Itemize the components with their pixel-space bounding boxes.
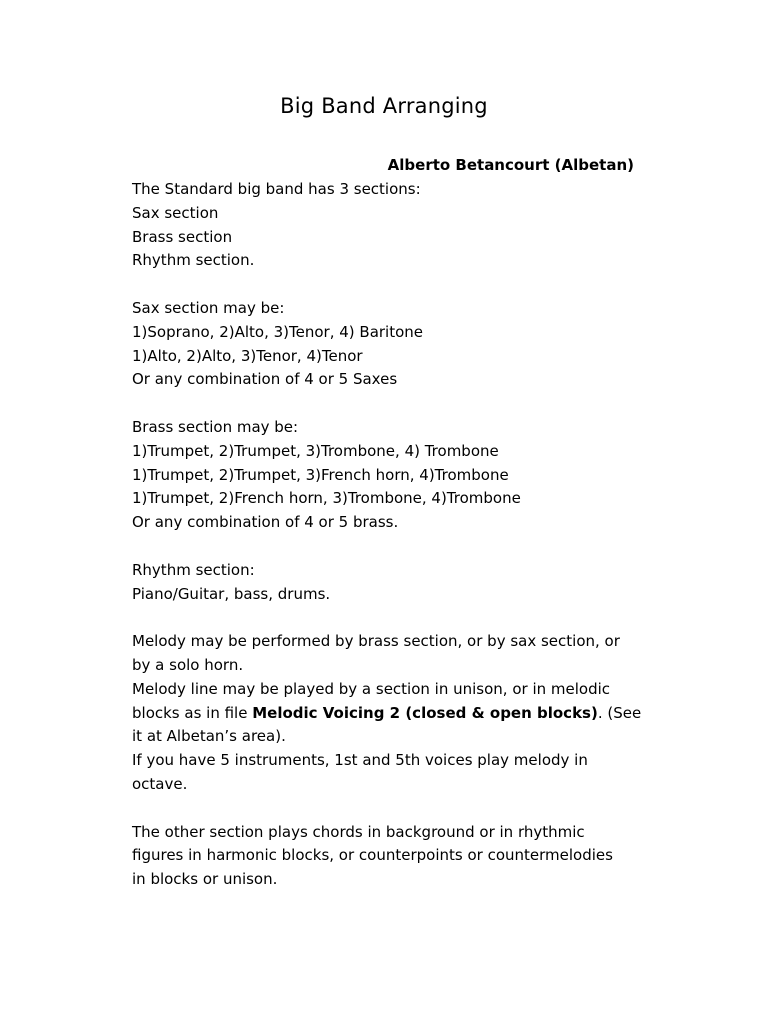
document-body xyxy=(132,178,652,892)
intro-item-sax: Sax section xyxy=(132,203,219,222)
sax-heading: Sax section may be: xyxy=(132,298,285,317)
paragraph-gap xyxy=(132,797,652,821)
paragraph-gap xyxy=(132,535,652,559)
file-reference: Melodic Voicing 2 (closed & open blocks) xyxy=(252,703,598,722)
melody-line: it at Albetan’s area). xyxy=(132,727,286,746)
intro-item-brass: Brass section xyxy=(132,227,233,246)
document-title: Big Band Arranging xyxy=(280,94,488,118)
brass-heading: Brass section may be: xyxy=(132,417,299,436)
melody-line: Melody may be performed by brass section, or by sax section, or xyxy=(132,632,620,651)
brass-line: 1)Trumpet, 2)French horn, 3)Trombone, 4)Trombone xyxy=(132,489,521,508)
brass-line: 1)Trumpet, 2)Trumpet, 3)Trombone, 4) Trombone xyxy=(132,441,499,460)
melody-text: . (See xyxy=(597,703,642,722)
melody-line: octave. xyxy=(132,774,188,793)
melody-line: If you have 5 instruments, 1st and 5th voices play melody in xyxy=(132,751,588,770)
melody-line: Melody line may be played by a section in unison, or in melodic xyxy=(132,679,611,698)
intro-heading: The Standard big band has 3 sections: xyxy=(132,180,421,198)
brass-line: 1)Trumpet, 2)Trumpet, 3)French horn, 4)Trombone xyxy=(132,465,509,484)
brass-line: Or any combination of 4 or 5 brass. xyxy=(132,513,399,532)
melody-line: by a solo horn. xyxy=(132,655,244,674)
melody-line-with-file-reference xyxy=(132,702,652,726)
rhythm-heading: Rhythm section: xyxy=(132,560,255,579)
other-section-line: in blocks or unison. xyxy=(132,870,278,889)
intro-item-rhythm: Rhythm section. xyxy=(132,251,255,270)
sax-line: 1)Soprano, 2)Alto, 3)Tenor, 4) Baritone xyxy=(132,322,424,341)
rhythm-line: Piano/Guitar, bass, drums. xyxy=(132,584,331,603)
paragraph-gap xyxy=(132,273,652,297)
paragraph-gap xyxy=(132,606,652,630)
other-section-line: figures in harmonic blocks, or counterpoints or countermelodies xyxy=(132,846,613,865)
other-section-line: The other section plays chords in background or in rhythmic xyxy=(132,822,585,841)
sax-line: Or any combination of 4 or 5 Saxes xyxy=(132,370,398,389)
sax-line: 1)Alto, 2)Alto, 3)Tenor, 4)Tenor xyxy=(132,346,363,365)
paragraph-gap xyxy=(132,392,652,416)
author-name: Alberto Betancourt (Albetan) xyxy=(387,156,634,174)
melody-text: blocks as in file xyxy=(132,703,253,722)
